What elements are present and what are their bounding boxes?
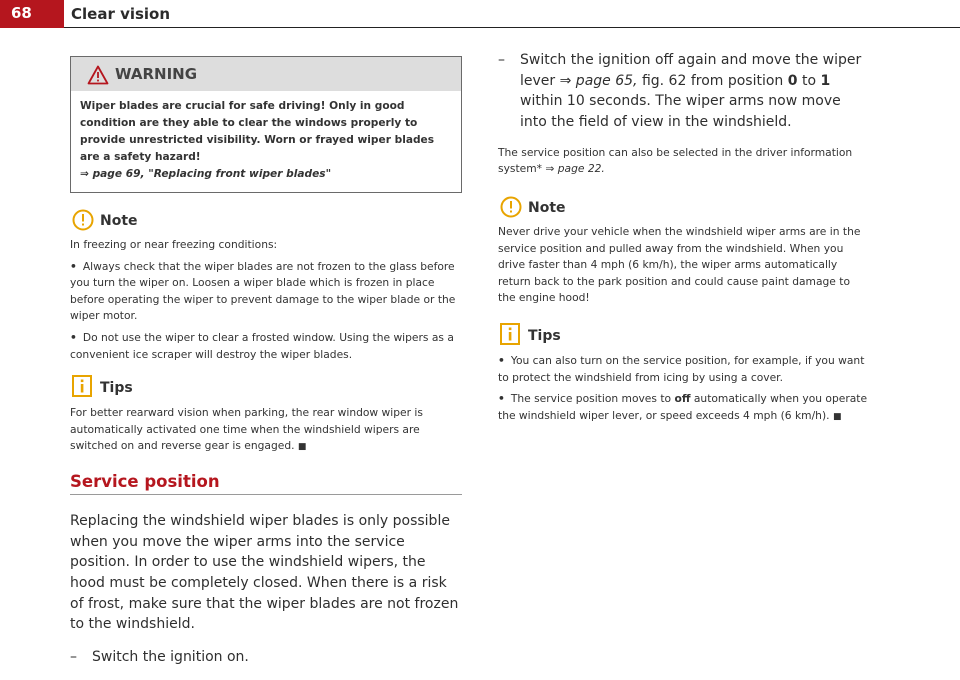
end-square-icon: ■ <box>832 411 842 422</box>
bullet-dot: • <box>70 330 77 344</box>
step-text: Switch the ignition on. <box>92 649 249 666</box>
step-dash: – <box>70 649 77 666</box>
tips-bullet-text: automatically when you operate the windshield wiper lever, or speed exceeds 4 mph (6 km/h). <box>498 392 868 422</box>
warning-header <box>71 57 461 91</box>
tips-info-icon <box>500 323 520 345</box>
bullet-dot: • <box>70 259 77 273</box>
tips-bullet <box>498 391 870 425</box>
page-link[interactable]: ⇒ page 65, <box>559 72 638 89</box>
header-divider <box>64 27 960 28</box>
page-number: 68 <box>11 4 32 22</box>
instruction-step <box>498 50 870 133</box>
section-body: Replacing the windshield wiper blades is only possible when you move the wiper arms into the service position. In order to use the windshield wipers, the hood must be completely closed. When there is a risk of frost, make sure that the wiper blades are not frozen to the windshield. <box>70 512 459 633</box>
bullet-dot: • <box>498 353 505 367</box>
info-paragraph <box>498 145 870 178</box>
tips-bullet-text: You can also turn on the service position, for example, if you want to protect the windshield from icing by using a cover. <box>498 353 865 384</box>
note-exclamation-icon <box>500 196 522 218</box>
note-heading <box>498 196 870 224</box>
tips-info-icon <box>72 375 92 397</box>
tips-bullet-text: The service position moves to <box>510 392 675 406</box>
tips-heading <box>70 375 462 405</box>
tips-title: Tips <box>528 327 561 344</box>
note-intro: In freezing or near freezing conditions: <box>70 238 278 251</box>
tips-heading <box>498 323 870 353</box>
warning-title: WARNING <box>115 65 198 83</box>
tips-bullet <box>498 353 870 386</box>
position-value: 0 <box>787 72 798 89</box>
step-text: Switch the ignition off again and move the wiper lever <box>520 52 862 89</box>
note-title: Note <box>100 213 138 229</box>
step-text: within 10 seconds. The wiper arms now move into the field of view in the windshield. <box>520 93 841 131</box>
tips-body: For better rearward vision when parking, the rear window wiper is automatically activated one time when the windshield wipers are switched on and reverse gear is engaged. <box>70 406 423 453</box>
step-dash: – <box>498 52 505 68</box>
section-title: Service position <box>70 472 462 495</box>
tips-title: Tips <box>100 380 133 397</box>
note-bullet-text: Do not use the wiper to clear a frosted window. Using the wipers as a convenient ice scraper will destroy the wiper blades. <box>70 330 454 361</box>
right-column <box>498 50 870 425</box>
chapter-title: Clear vision <box>71 5 171 23</box>
note-bullet <box>70 330 462 363</box>
warning-body: Wiper blades are crucial for safe driving! Only in good condition are they able to clear the windows properly to provide unrestricted visibility. Worn or frayed wiper blades are a safety hazard! <box>80 100 435 163</box>
tips-bullet-bold: off <box>674 392 691 406</box>
info-text: The service position can also be selected in the driver information system* <box>498 145 853 176</box>
bullet-dot: • <box>498 392 505 406</box>
note-text: Never drive your vehicle when the windshield wiper arms are in the service position and pulled away from the windshield. When you drive faster than 4 mph (6 km/h), the wiper arms automatically return back to the park position and could cause paint damage to the engine hood! <box>498 225 861 305</box>
note-title: Note <box>528 200 566 216</box>
note-heading <box>70 209 462 237</box>
position-value: 1 <box>820 72 831 89</box>
warning-page-link[interactable]: ⇒ page 69, "Replacing front wiper blades" <box>80 168 332 180</box>
page-number-tab <box>0 0 64 28</box>
step-text: to <box>797 72 821 89</box>
end-square-icon: ■ <box>297 442 307 453</box>
note-exclamation-icon <box>72 209 94 231</box>
instruction-step <box>70 647 462 668</box>
left-column <box>70 56 462 668</box>
note-bullet-text: Always check that the wiper blades are not frozen to the glass before you turn the wiper on. Loosen a wiper blade which is frozen in place before operating the wiper to prevent damage to the wiper blade or the wiper motor. <box>70 259 456 323</box>
warning-text <box>71 91 461 192</box>
tips-text <box>70 405 462 456</box>
page-link[interactable]: ⇒ page 22. <box>545 162 605 176</box>
warning-box <box>70 56 462 193</box>
warning-triangle-icon <box>87 65 109 85</box>
note-bullet <box>70 259 462 325</box>
step-text: fig. 62 from position <box>637 72 788 89</box>
